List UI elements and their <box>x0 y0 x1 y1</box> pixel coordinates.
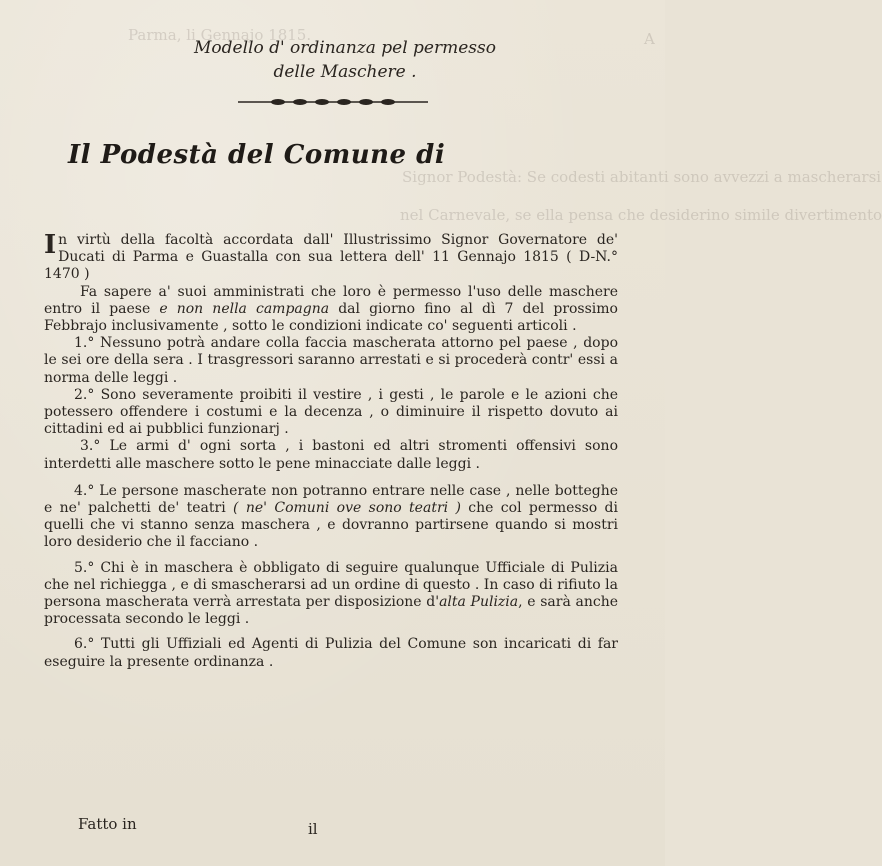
bleed-through-line-2: nel Carnevale, se ella pensa che desiderino simile divertimento <box>400 206 882 224</box>
announcement-text-b: dal giorno fino al dì 7 del prossimo Febbrajo inclusivamente , sotto le condizioni indicate co' seguenti articoli . <box>44 300 618 335</box>
article-4-text-a: 4.° Le persone mascherate non potranno entrare nelle case , nelle botteghe e ne' palchetti de' teatri <box>44 482 618 517</box>
article-5-text-b: , e sarà anche processata secondo le leggi . <box>44 594 618 628</box>
header-line-1: Modello d' ordinanza pel permesso <box>194 38 496 58</box>
bleed-through-line-1: Signor Podestà: Se codesti abitanti sono avvezzi a mascherarsi <box>402 168 882 186</box>
document-title: Il Podestà del Comune di <box>68 140 446 170</box>
drop-cap: I <box>44 230 57 260</box>
article-2: 2.° Sono severamente proibiti il vestire , i gesti , le parole e le azioni che potessero offendere i costumi e la decenza , o diminuire il rispetto dovuto ai cittadini ed ai pubblici funzionarj . <box>44 386 618 438</box>
article-4-emphasis: ( ne' Comuni ove sono teatri ) <box>233 500 461 517</box>
announcement-emphasis: e non nella campagna <box>159 300 330 317</box>
article-3: 3.° Le armi d' ogni sorta , i bastoni ed altri stromenti offensivi sono interdetti alle maschere sotto le pene minacciate dalle leggi . <box>44 438 618 472</box>
announcement-text-a: Fa sapere a' suoi amministrati che loro è permesso l'uso delle maschere entro il paese <box>44 283 618 317</box>
intro-paragraph <box>44 232 618 284</box>
header-line-2: delle Maschere . <box>273 62 417 82</box>
bleed-through-mark: A <box>644 30 655 48</box>
closing-fatto: Fatto in <box>78 815 137 833</box>
closing-il: il <box>308 820 318 838</box>
bleed-through-date: Parma, li Gennajo 1815. <box>128 26 312 44</box>
article-5-emphasis: alta Pulizia <box>439 594 519 611</box>
article-4-text-b: che col permesso di quelli che vi stanno senza maschera , e dovranno partirsene quando si mostri loro desiderio che il facciano . <box>44 500 618 551</box>
document-header <box>150 36 540 84</box>
ornamental-rule <box>238 96 428 108</box>
article-5 <box>44 560 618 629</box>
article-6: 6.° Tutti gli Uffiziali ed Agenti di Pulizia del Comune son incaricati di far eseguire la presente ordinanza . <box>44 636 618 670</box>
intro-text: n virtù della facoltà accordata dall' Illustrissimo Signor Governatore de' Ducati di Parma e Guastalla con sua lettera dell' 11 Gennajo 1815 ( D-N.° 1470 ) <box>44 232 618 283</box>
article-5-text-a: 5.° Chi è in maschera è obbligato di seguire qualunque Ufficiale di Pulizia che nel richiegga , e di smascherarsi ad un ordine di questo . In caso di rifiuto la persona mascherata verrà arrestata per disposizione d' <box>44 559 618 611</box>
announcement-paragraph <box>44 284 618 336</box>
article-1: 1.° Nessuno potrà andare colla faccia mascherata attorno pel paese , dopo le sei ore della sera . I trasgressori saranno arrestati e si procederà contr' essi a norma delle leggi . <box>44 335 618 386</box>
ordinance-body <box>44 232 618 671</box>
article-4 <box>44 483 618 552</box>
